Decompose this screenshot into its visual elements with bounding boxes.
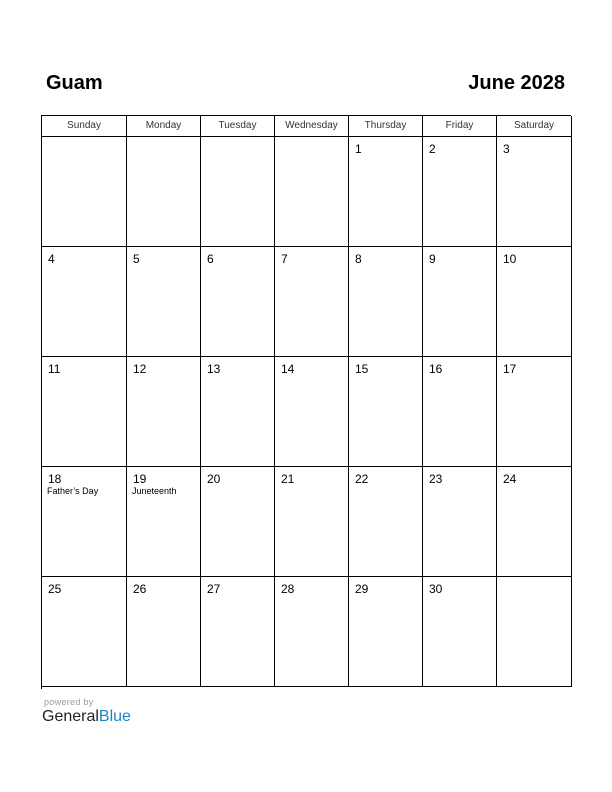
weekday-header: Monday (127, 116, 201, 137)
day-cell (349, 467, 423, 577)
day-number: 18 (48, 472, 62, 486)
day-cell (423, 577, 497, 687)
day-cell (275, 357, 349, 467)
day-cell (201, 137, 275, 247)
day-number: 12 (133, 362, 147, 376)
brand-general-text: General (42, 708, 99, 725)
day-number: 24 (503, 472, 517, 486)
day-cell (127, 577, 201, 687)
day-cell (349, 137, 423, 247)
day-number: 8 (355, 252, 362, 266)
weekday-header: Thursday (349, 116, 423, 137)
region-title: Guam (46, 72, 103, 94)
day-number: 19 (133, 472, 147, 486)
day-number: 2 (429, 142, 436, 156)
day-cell (275, 577, 349, 687)
day-cell (42, 577, 127, 687)
day-number: 15 (355, 362, 369, 376)
day-number: 27 (207, 582, 221, 596)
day-number: 28 (281, 582, 295, 596)
day-number: 13 (207, 362, 221, 376)
day-cell (423, 137, 497, 247)
day-number: 25 (48, 582, 62, 596)
day-cell (201, 577, 275, 687)
weekday-header: Friday (423, 116, 497, 137)
day-cell (42, 247, 127, 357)
brand-blue-text: Blue (98, 708, 131, 725)
holiday-label: Juneteenth (132, 486, 177, 496)
day-number: 26 (133, 582, 147, 596)
weekday-header: Wednesday (275, 116, 349, 137)
day-cell (423, 357, 497, 467)
day-number: 17 (503, 362, 517, 376)
day-number: 21 (281, 472, 295, 486)
day-number: 29 (355, 582, 369, 596)
day-cell (497, 577, 572, 687)
day-number: 5 (133, 252, 140, 266)
day-number: 30 (429, 582, 443, 596)
day-cell (349, 247, 423, 357)
day-number: 3 (503, 142, 510, 156)
day-number: 11 (48, 362, 61, 376)
day-cell (497, 137, 572, 247)
day-cell (42, 467, 127, 577)
weekday-header: Saturday (497, 116, 572, 137)
weekday-header: Tuesday (201, 116, 275, 137)
brand-logo (42, 708, 131, 726)
day-number: 14 (281, 362, 295, 376)
day-cell (275, 137, 349, 247)
day-number: 16 (429, 362, 443, 376)
day-cell (497, 247, 572, 357)
holiday-label: Father’s Day (47, 486, 99, 496)
day-cell (349, 357, 423, 467)
powered-by-text: powered by (44, 697, 94, 707)
day-cell (275, 467, 349, 577)
day-number: 22 (355, 472, 369, 486)
day-cell (42, 357, 127, 467)
day-number: 1 (355, 142, 362, 156)
day-cell (423, 467, 497, 577)
day-number: 7 (281, 252, 288, 266)
day-cell (127, 467, 201, 577)
day-number: 10 (503, 252, 517, 266)
day-cell (42, 137, 127, 247)
day-number: 4 (48, 252, 55, 266)
day-cell (127, 137, 201, 247)
calendar-grid (41, 115, 571, 689)
day-number: 20 (207, 472, 221, 486)
day-cell (201, 247, 275, 357)
day-cell (127, 357, 201, 467)
day-cell (497, 467, 572, 577)
day-cell (201, 357, 275, 467)
day-cell (127, 247, 201, 357)
month-year-title: June 2028 (468, 72, 565, 94)
day-number: 23 (429, 472, 443, 486)
day-cell (349, 577, 423, 687)
day-number: 9 (429, 252, 436, 266)
day-cell (201, 467, 275, 577)
weekday-header: Sunday (42, 116, 127, 137)
day-number: 6 (207, 252, 214, 266)
day-cell (497, 357, 572, 467)
day-cell (275, 247, 349, 357)
day-cell (423, 247, 497, 357)
